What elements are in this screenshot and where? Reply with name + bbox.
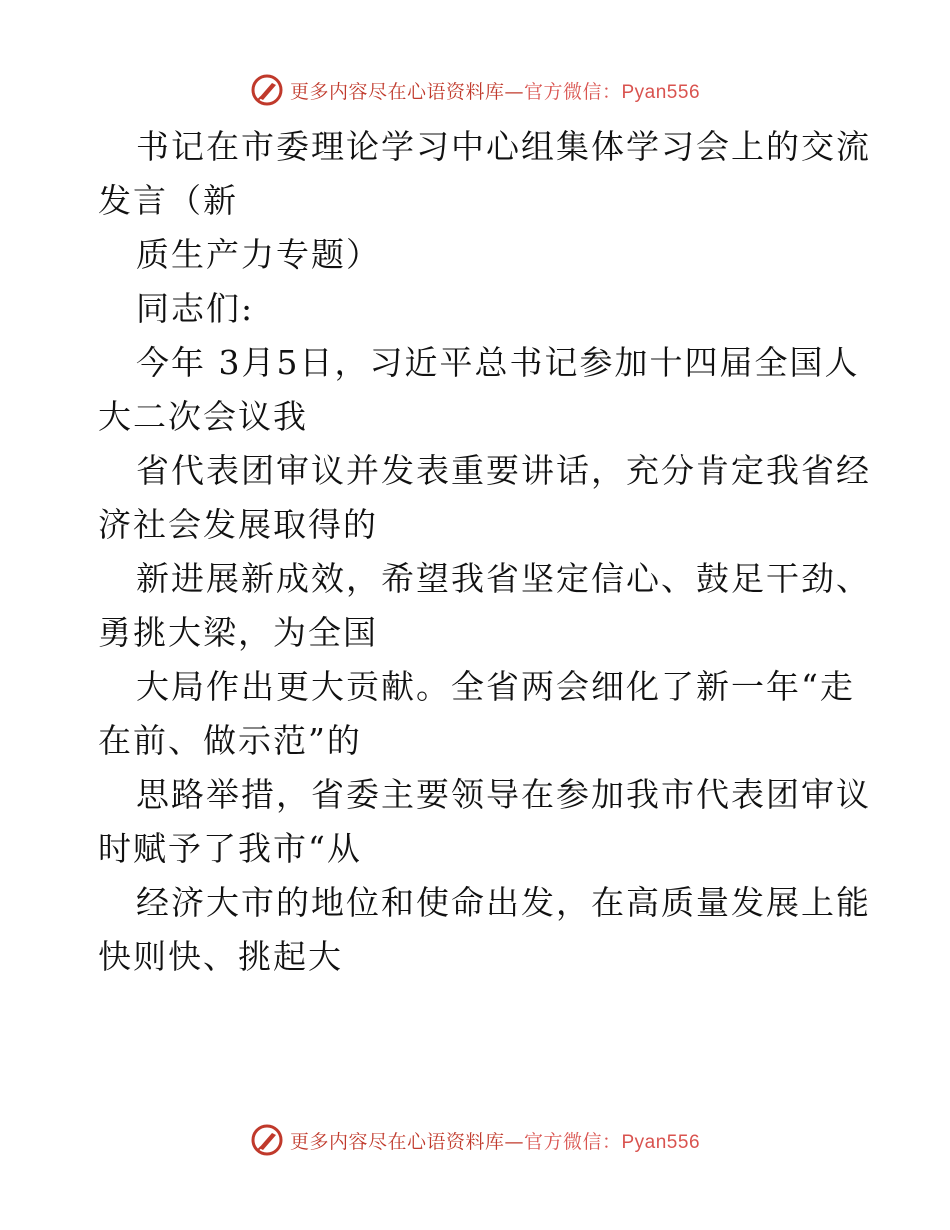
doc-paragraph-line: 今年 3月5日，习近平总书记参加十四届全国人 bbox=[136, 343, 860, 382]
watermark-wechat-label: 官方微信： bbox=[523, 1130, 622, 1153]
doc-paragraph-line: 济社会发展取得的 bbox=[98, 505, 378, 544]
doc-paragraph-line: 省代表团审议并发表重要讲话，充分肯定我省经 bbox=[136, 451, 871, 490]
doc-paragraph-line: 大二次会议我 bbox=[98, 397, 308, 436]
doc-title-line-3: 质生产力专题） bbox=[136, 235, 381, 274]
quill-logo-icon bbox=[250, 73, 284, 107]
doc-paragraph-line: 思路举措，省委主要领导在参加我市代表团审议 bbox=[136, 775, 871, 814]
watermark-wechat-id: Pyan556 bbox=[621, 1131, 701, 1153]
watermark-wechat-id: Pyan556 bbox=[621, 81, 701, 103]
watermark-site-text: 更多内容尽在心语资料库— bbox=[289, 80, 524, 103]
doc-paragraph-line: 新进展新成效，希望我省坚定信心、鼓足干劲、 bbox=[136, 559, 871, 598]
doc-paragraph-line: 快则快、挑起大 bbox=[98, 937, 343, 976]
watermark-text bbox=[290, 77, 700, 104]
watermark-site-text: 更多内容尽在心语资料库— bbox=[289, 1130, 524, 1153]
doc-salutation: 同志们: bbox=[136, 289, 255, 328]
doc-title-line-2: 发言（新 bbox=[98, 181, 238, 220]
doc-title-line-1: 书记在市委理论学习中心组集体学习会上的交流 bbox=[136, 127, 871, 166]
footer-watermark bbox=[0, 1122, 950, 1158]
doc-paragraph-line: 在前、做示范”的 bbox=[98, 721, 362, 760]
watermark-wechat-label: 官方微信： bbox=[523, 80, 622, 103]
doc-paragraph-line: 时赋予了我市“从 bbox=[98, 829, 362, 868]
doc-paragraph-line: 勇挑大梁，为全国 bbox=[98, 613, 378, 652]
quill-logo-icon bbox=[250, 1123, 284, 1157]
header-watermark bbox=[0, 72, 950, 108]
watermark-text bbox=[290, 1127, 700, 1154]
doc-paragraph-line: 经济大市的地位和使命出发，在高质量发展上能 bbox=[136, 883, 871, 922]
doc-paragraph-line: 大局作出更大贡献。全省两会细化了新一年“走 bbox=[136, 667, 855, 706]
document-body bbox=[98, 120, 871, 984]
